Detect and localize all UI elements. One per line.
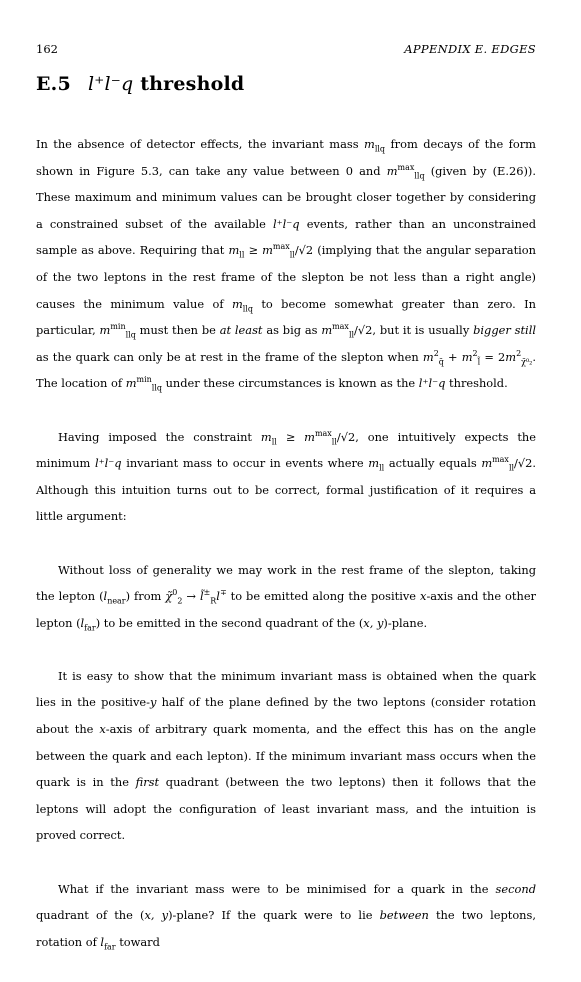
subscript: far: [84, 622, 96, 632]
subscript: llq: [125, 330, 136, 340]
emphasis: bigger still: [473, 323, 536, 338]
text-run: What if the invariant mass were to be minimised for a quark in the: [58, 881, 496, 896]
text-run: events, rather than an unconstrained sample as above. Requiring that: [36, 216, 536, 258]
math-symbol: m: [461, 349, 473, 364]
paragraph: [36, 424, 536, 530]
subscript: 2: [177, 596, 183, 606]
subscript: R: [210, 596, 217, 606]
subscript: ll: [271, 436, 277, 446]
superscript: max: [332, 322, 349, 332]
math-symbol: l⁺l⁻q: [272, 216, 300, 231]
subscript: ll: [348, 330, 355, 340]
section-heading: [36, 73, 244, 95]
page-number: 162: [36, 42, 58, 56]
math-symbol: m: [304, 429, 315, 444]
math-symbol: m: [125, 376, 137, 391]
math-symbol: m: [481, 456, 493, 471]
subscript: ll: [508, 463, 515, 473]
text-run: )-plane.: [383, 615, 428, 630]
math-symbol: x: [99, 722, 106, 737]
text-run: . The location of: [36, 349, 536, 391]
emphasis: first: [135, 775, 160, 790]
subscript: llq: [242, 303, 253, 313]
text-run: invariant mass to occur in events where: [121, 456, 369, 471]
text-run: as big as: [262, 323, 322, 338]
math-symbol: m: [422, 349, 434, 364]
page-header: [36, 42, 536, 56]
text-run: under these circumstances is known as the: [161, 376, 419, 391]
math-symbol: χ̃: [165, 589, 173, 604]
text-run: Without loss of generality we may work in the rest frame of the slepton, taking the lepton (: [36, 562, 536, 604]
superscript: 2: [433, 348, 439, 358]
subscript: ll: [289, 250, 295, 260]
subscript: l̃: [477, 357, 481, 367]
text-run: →: [182, 589, 200, 604]
math-symbol: x: [420, 589, 427, 604]
subscript: q̃: [438, 357, 444, 367]
math-symbol: y: [149, 695, 157, 710]
superscript: 0: [172, 588, 178, 598]
text-run: ) to be emitted in the second quadrant of the (: [95, 615, 364, 630]
math-symbol: l: [100, 934, 105, 949]
math-symbol: l⁺l⁻q: [418, 376, 446, 391]
text-run: the two leptons, rotation of: [36, 908, 536, 949]
subscript: llq: [151, 383, 162, 393]
math-symbol: l⁺l⁻q: [94, 456, 122, 471]
text-run: Having imposed the constraint: [58, 429, 261, 444]
text-run: ) from: [125, 589, 166, 604]
text-run: to be emitted along the positive: [226, 589, 421, 604]
text-run: (given by (E.26)). These maximum and minimum values can be brought closer together by considering a constrained subset of the available: [36, 163, 536, 231]
math-symbol: x, y: [144, 908, 169, 923]
section-number: E.5: [36, 73, 71, 95]
subscript: far: [104, 942, 116, 952]
subscript: near: [107, 596, 126, 606]
math-symbol: m: [505, 349, 517, 364]
subscript: ll: [331, 436, 337, 446]
emphasis: second: [495, 881, 536, 896]
section-title-text: threshold: [133, 73, 245, 95]
subscript: llq: [374, 144, 386, 154]
running-title: APPENDIX E. EDGES: [404, 42, 536, 56]
text-run: It is easy to show that the minimum invariant mass is obtained when the quark lies in the positive-: [36, 668, 536, 710]
emphasis: between: [379, 908, 429, 923]
text-run: In the absence of detector effects, the invariant mass: [36, 137, 365, 151]
superscript: min: [110, 322, 126, 332]
math-symbol: l: [103, 589, 108, 604]
text-run: +: [443, 349, 462, 364]
body-text: [36, 131, 536, 982]
text-run: -axis of arbitrary quark momenta, and the effect this has on the angle between the quark and each lepton). If the minimum invariant mass occurs when the quark is in the: [36, 722, 536, 790]
math-symbol: m: [386, 163, 398, 178]
math-symbol: m: [368, 456, 380, 471]
math-symbol: l: [216, 589, 220, 604]
text-run: threshold.: [445, 376, 508, 391]
section-title-math: l⁺l⁻q: [88, 73, 134, 95]
text-run: must then be: [135, 323, 220, 338]
superscript: max: [492, 455, 509, 465]
math-symbol: m: [231, 296, 243, 311]
math-symbol: m: [364, 137, 375, 151]
text-run: /√2. Although this intuition turns out to be correct, formal justification of it requires a little argument:: [36, 456, 537, 524]
text-run: /√2 (implying that the angular separation of the two leptons in the rest frame of the slepton be not less than a right angle) causes the minimum value of: [36, 243, 536, 311]
text-run: ≥: [276, 429, 305, 444]
emphasis: at least: [219, 323, 263, 338]
paragraph: [36, 663, 536, 849]
text-run: )-plane? If the quark were to lie: [168, 908, 380, 923]
math-symbol: l: [80, 615, 85, 630]
superscript: 2: [516, 348, 522, 358]
text-run: /√2, but it is usually: [354, 323, 474, 338]
superscript: ∓: [219, 588, 227, 598]
subscript: ll: [239, 250, 245, 260]
superscript: max: [272, 242, 290, 252]
superscript: min: [136, 375, 152, 385]
math-symbol: m: [228, 243, 240, 258]
text-run: as the quark can only be at rest in the frame of the slepton when: [36, 349, 423, 364]
math-symbol: m: [99, 323, 111, 338]
text-run: -axis and the other lepton (: [36, 589, 536, 630]
superscript: 2: [472, 348, 478, 358]
superscript: max: [397, 162, 415, 172]
subscript: llq: [414, 170, 425, 180]
math-symbol: x, y: [363, 615, 384, 630]
text-run: actually equals: [384, 456, 482, 471]
paragraph: [36, 876, 536, 956]
text-run: half of the plane defined by the two leptons (consider rotation about the: [36, 695, 536, 737]
math-symbol: l̃: [199, 589, 204, 604]
text-run: quadrant (between the two leptons) then it follows that the leptons will adopt the configuration of least invariant mass, and the intuition is proved correct.: [36, 775, 536, 843]
subscript: ll: [379, 463, 385, 473]
paragraph: [36, 131, 536, 397]
superscript: max: [314, 428, 332, 438]
math-symbol: m: [260, 429, 272, 444]
text-run: ≥: [244, 243, 263, 258]
text-run: from decays of the form shown in Figure 5.3, can take any value between 0 and: [36, 137, 536, 178]
paragraph: [36, 557, 536, 637]
math-symbol: m: [321, 323, 333, 338]
text-run: = 2: [480, 349, 506, 364]
superscript: ±: [203, 588, 211, 598]
text-run: quadrant of the (: [36, 908, 145, 923]
text-run: toward: [115, 934, 160, 949]
text-run: to become somewhat greater than zero. In particular,: [36, 296, 537, 338]
text-run: /√2, one intuitively expects the minimum: [36, 429, 537, 471]
subscript: χ̃⁰₂: [521, 357, 533, 367]
math-symbol: m: [262, 243, 273, 258]
